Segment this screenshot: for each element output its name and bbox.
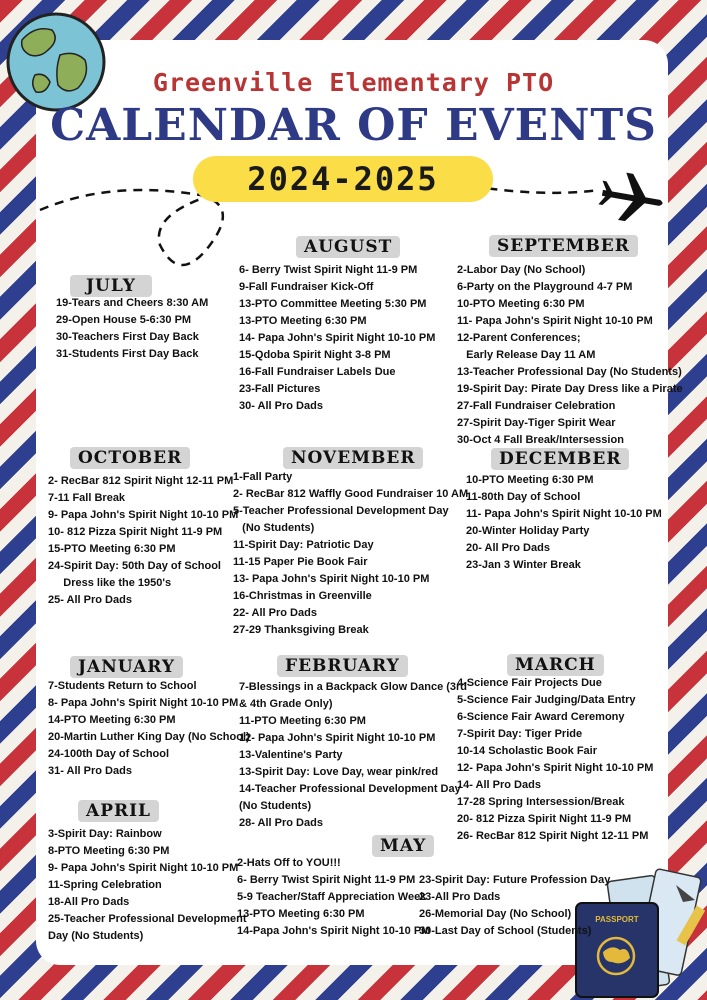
event-item: 30- All Pro Dads [239, 400, 323, 412]
event-item: 13-PTO Committee Meeting 5:30 PM [239, 298, 427, 310]
event-item: 8- Papa John's Spirit Night 10-10 PM [48, 697, 239, 709]
event-item: 7-11 Fall Break [48, 492, 126, 504]
event-item: 2- RecBar 812 Spirit Night 12-11 PM [48, 475, 234, 487]
event-item: 10-PTO Meeting 6:30 PM [457, 298, 585, 310]
event-item: 13-Valentine's Party [239, 749, 343, 761]
event-item: 7-Spirit Day: Tiger Pride [457, 728, 583, 740]
event-item: 27-29 Thanksgiving Break [233, 624, 369, 636]
school-year: 2024-2025 [193, 156, 493, 202]
event-item: 20-Winter Holiday Party [466, 525, 590, 537]
event-item: 19-Tears and Cheers 8:30 AM [56, 297, 209, 309]
event-item: 6- Berry Twist Spirit Night 11-9 PM [237, 874, 416, 886]
event-item: 11- Papa John's Spirit Night 10-10 PM [457, 315, 653, 327]
month-heading-october: OCTOBER [70, 447, 190, 469]
event-item: 11-PTO Meeting 6:30 PM [239, 715, 366, 727]
event-item: 14-PTO Meeting 6:30 PM [48, 714, 176, 726]
event-item: 17-28 Spring Intersession/Break [457, 796, 625, 808]
month-heading-may: MAY [372, 835, 434, 857]
event-item: 13-Teacher Professional Day (No Students) [457, 366, 682, 378]
month-events-january [48, 678, 250, 780]
event-item: 14- All Pro Dads [457, 779, 541, 791]
event-item: 14-Teacher Professional Development Day [239, 783, 461, 795]
event-item: 18-All Pro Dads [48, 896, 130, 908]
airplane-icon [596, 169, 666, 227]
event-item: 11-Spirit Day: Patriotic Day [233, 539, 374, 551]
event-item: 6-Science Fair Award Ceremony [457, 711, 625, 723]
event-item: 6-Party on the Playground 4-7 PM [457, 281, 633, 293]
passport-label: PASSPORT [595, 915, 639, 924]
month-heading-january: JANUARY [70, 656, 183, 678]
event-item: 9-Fall Fundraiser Kick-Off [239, 281, 374, 293]
event-item: 10-14 Scholastic Book Fair [457, 745, 597, 757]
event-item: 14- Papa John's Spirit Night 10-10 PM [239, 332, 436, 344]
event-item: 2-Labor Day (No School) [457, 264, 586, 276]
month-events-april [48, 826, 246, 945]
event-item: 16-Fall Fundraiser Labels Due [239, 366, 396, 378]
month-heading-february: FEBRUARY [277, 655, 408, 677]
event-item: 30-Oct 4 Fall Break/Intersession [457, 434, 624, 446]
month-heading-september: SEPTEMBER [489, 235, 638, 257]
event-item: 2-Hats Off to YOU!!! [237, 857, 341, 869]
event-item: 30-Teachers First Day Back [56, 331, 199, 343]
event-item: 15-PTO Meeting 6:30 PM [48, 543, 176, 555]
month-events-july [56, 295, 208, 363]
event-item: 23-All Pro Dads [419, 891, 501, 903]
event-item: 12- Papa John's Spirit Night 10-10 PM [457, 762, 654, 774]
event-item: 12- Papa John's Spirit Night 10-10 PM [239, 732, 436, 744]
event-item: 7-Students Return to School [48, 680, 197, 692]
month-heading-august: AUGUST [296, 236, 400, 258]
event-item: 9- Papa John's Spirit Night 10-10 PM [48, 862, 239, 874]
event-item: 10- 812 Pizza Spirit Night 11-9 PM [48, 526, 223, 538]
event-item: 20- All Pro Dads [466, 542, 550, 554]
month-events-may-left [237, 855, 430, 940]
event-item: 1-Fall Party [233, 471, 293, 483]
month-events-september [457, 262, 683, 449]
event-item: 13-PTO Meeting 6:30 PM [237, 908, 365, 920]
event-item: 19-Spirit Day: Pirate Day Dress like a Pirate [457, 383, 683, 395]
event-item: 24-100th Day of School [48, 748, 170, 760]
event-item: 25-Teacher Professional Development [48, 913, 247, 925]
event-item: 12-Parent Conferences; [457, 332, 581, 344]
event-item: Early Release Day 11 AM [457, 349, 596, 361]
event-item: 26- RecBar 812 Spirit Night 12-11 PM [457, 830, 649, 842]
event-item: 13-PTO Meeting 6:30 PM [239, 315, 367, 327]
event-item: 23-Jan 3 Winter Break [466, 559, 581, 571]
month-events-february [239, 679, 467, 832]
page-title: CALENDAR OF EVENTS [50, 100, 657, 151]
event-item: 15-Qdoba Spirit Night 3-8 PM [239, 349, 391, 361]
event-item: 4-Science Fair Projects Due [457, 677, 602, 689]
month-heading-july: JULY [70, 275, 152, 297]
event-item: 6- Berry Twist Spirit Night 11-9 PM [239, 264, 418, 276]
event-item: 26-Memorial Day (No School) [419, 908, 572, 920]
event-item: 11- Papa John's Spirit Night 10-10 PM [466, 508, 662, 520]
event-item: 20- 812 Pizza Spirit Night 11-9 PM [457, 813, 632, 825]
event-item: Day (No Students) [48, 930, 144, 942]
event-item: (No Students) [239, 800, 312, 812]
event-item: 16-Christmas in Greenville [233, 590, 372, 602]
event-item: 13-Spirit Day: Love Day, wear pink/red [239, 766, 439, 778]
event-item: 22- All Pro Dads [233, 607, 317, 619]
month-events-november [233, 469, 468, 639]
event-item: 25- All Pro Dads [48, 594, 132, 606]
event-item: 30-Last Day of School (Students) [419, 925, 592, 937]
event-item: 31-Students First Day Back [56, 348, 199, 360]
event-item: 11-15 Paper Pie Book Fair [233, 556, 368, 568]
event-item: 10-PTO Meeting 6:30 PM [466, 474, 594, 486]
event-item: & 4th Grade Only) [239, 698, 333, 710]
event-item: (No Students) [233, 522, 315, 534]
event-item: 11-Spring Celebration [48, 879, 162, 891]
event-item: 28- All Pro Dads [239, 817, 323, 829]
pto-title: Greenville Elementary PTO [152, 68, 555, 97]
event-item: 14-Papa John's Spirit Night 10-10 PM [237, 925, 431, 937]
event-item: 31- All Pro Dads [48, 765, 132, 777]
event-item: 5-Science Fair Judging/Data Entry [457, 694, 636, 706]
month-heading-december: DECEMBER [491, 448, 629, 470]
event-item: 7-Blessings in a Backpack Glow Dance (3rd [239, 681, 468, 693]
event-item: 20-Martin Luther King Day (No School) [48, 731, 250, 743]
event-item: 5-Teacher Professional Development Day [233, 505, 449, 517]
month-events-march [457, 675, 653, 845]
event-item: 13- Papa John's Spirit Night 10-10 PM [233, 573, 430, 585]
event-item: 2- RecBar 812 Waffly Good Fundraiser 10 AM [233, 488, 469, 500]
month-events-october [48, 473, 238, 609]
event-item: 27-Spirit Day-Tiger Spirit Wear [457, 417, 616, 429]
month-events-december [466, 472, 662, 574]
event-item: 5-9 Teacher/Staff Appreciation Week [237, 891, 427, 903]
month-heading-march: MARCH [507, 654, 604, 676]
event-item: 29-Open House 5-6:30 PM [56, 314, 192, 326]
event-item: 8-PTO Meeting 6:30 PM [48, 845, 170, 857]
month-heading-april: APRIL [78, 800, 159, 822]
event-item: 9- Papa John's Spirit Night 10-10 PM [48, 509, 239, 521]
month-events-may-right [419, 872, 610, 940]
event-item: 23-Fall Pictures [239, 383, 321, 395]
month-heading-november: NOVEMBER [283, 447, 423, 469]
event-item: 3-Spirit Day: Rainbow [48, 828, 162, 840]
event-item: 24-Spirit Day: 50th Day of School [48, 560, 221, 572]
event-item: Dress like the 1950's [48, 577, 172, 589]
event-item: 23-Spirit Day: Future Profession Day [419, 874, 611, 886]
event-item: 11-80th Day of School [466, 491, 581, 503]
event-item: 27-Fall Fundraiser Celebration [457, 400, 616, 412]
month-events-august [239, 262, 435, 415]
